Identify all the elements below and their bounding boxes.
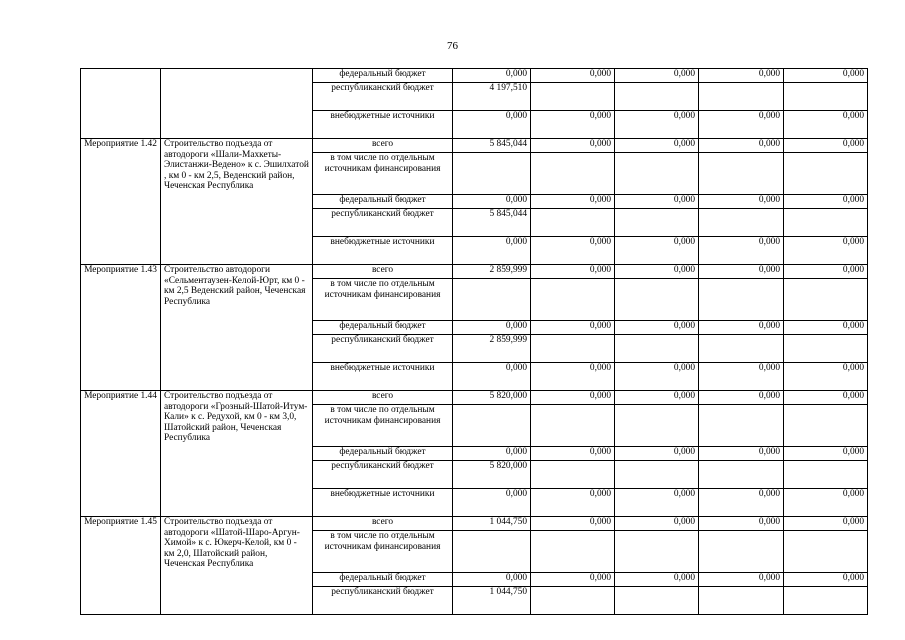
- amount-cell: 0,000: [531, 265, 615, 279]
- amount-cell: 0,000: [453, 69, 531, 83]
- amount-cell: 0,000: [531, 195, 615, 209]
- amount-cell: 0,000: [453, 573, 531, 587]
- amount-cell: [615, 405, 699, 447]
- amount-cell: [615, 83, 699, 111]
- description-cell: Строительство подъезда от автодороги «Грозный-Шатой-Итум-Кали» к с. Редухой, км 0 - км 3,0, Шатойский район, Чеченская Республика: [161, 391, 313, 517]
- amount-cell: 0,000: [615, 391, 699, 405]
- funding-source-cell: республиканский бюджет: [313, 461, 453, 489]
- amount-cell: 0,000: [615, 139, 699, 153]
- budget-table: [80, 68, 868, 615]
- amount-cell: 0,000: [531, 447, 615, 461]
- amount-cell: 5 845,044: [453, 209, 531, 237]
- amount-cell: 5 820,000: [453, 461, 531, 489]
- amount-cell: [784, 531, 868, 573]
- amount-cell: 1 044,750: [453, 587, 531, 615]
- funding-source-cell: внебюджетные источники: [313, 237, 453, 265]
- amount-cell: 0,000: [784, 447, 868, 461]
- amount-cell: [784, 335, 868, 363]
- amount-cell: [784, 587, 868, 615]
- amount-cell: 0,000: [531, 517, 615, 531]
- amount-cell: 0,000: [699, 111, 784, 139]
- amount-cell: 0,000: [699, 69, 784, 83]
- amount-cell: 0,000: [699, 265, 784, 279]
- amount-cell: [699, 405, 784, 447]
- amount-cell: [784, 405, 868, 447]
- amount-cell: [784, 209, 868, 237]
- amount-cell: [615, 531, 699, 573]
- funding-source-cell: всего: [313, 265, 453, 279]
- amount-cell: 0,000: [531, 391, 615, 405]
- amount-cell: 0,000: [784, 111, 868, 139]
- funding-source-cell: республиканский бюджет: [313, 83, 453, 111]
- amount-cell: [531, 587, 615, 615]
- amount-cell: 0,000: [453, 321, 531, 335]
- amount-cell: 0,000: [615, 363, 699, 391]
- funding-source-cell: внебюджетные источники: [313, 489, 453, 517]
- amount-cell: [784, 153, 868, 195]
- amount-cell: 0,000: [531, 363, 615, 391]
- amount-cell: 0,000: [531, 139, 615, 153]
- amount-cell: 4 197,510: [453, 83, 531, 111]
- amount-cell: 0,000: [699, 391, 784, 405]
- amount-cell: 0,000: [531, 573, 615, 587]
- amount-cell: 1 044,750: [453, 517, 531, 531]
- description-cell: [161, 69, 313, 139]
- amount-cell: 0,000: [699, 321, 784, 335]
- amount-cell: 0,000: [615, 321, 699, 335]
- amount-cell: [615, 209, 699, 237]
- amount-cell: 0,000: [784, 321, 868, 335]
- amount-cell: 0,000: [615, 195, 699, 209]
- page-number: 76: [447, 40, 458, 52]
- amount-cell: 0,000: [453, 195, 531, 209]
- amount-cell: [699, 83, 784, 111]
- amount-cell: [699, 209, 784, 237]
- amount-cell: 0,000: [699, 447, 784, 461]
- amount-cell: 0,000: [615, 111, 699, 139]
- amount-cell: 0,000: [531, 489, 615, 517]
- amount-cell: 0,000: [784, 195, 868, 209]
- amount-cell: [531, 209, 615, 237]
- table-row: [81, 517, 868, 531]
- funding-source-cell: всего: [313, 391, 453, 405]
- description-cell: Строительство подъезда от автодороги «Шатой-Шаро-Аргун-Химой» к с. Юкерч-Келой, км 0 - км 2,0, Шатойский район, Чеченская Республика: [161, 517, 313, 615]
- amount-cell: 0,000: [615, 265, 699, 279]
- amount-cell: [531, 279, 615, 321]
- funding-source-cell: всего: [313, 517, 453, 531]
- amount-cell: [531, 153, 615, 195]
- amount-cell: [531, 405, 615, 447]
- amount-cell: 5 820,000: [453, 391, 531, 405]
- amount-cell: 0,000: [531, 237, 615, 265]
- amount-cell: [531, 83, 615, 111]
- amount-cell: 0,000: [699, 489, 784, 517]
- funding-source-cell: в том числе по отдельным источникам финансирования: [313, 279, 453, 321]
- amount-cell: 0,000: [453, 447, 531, 461]
- amount-cell: 0,000: [615, 573, 699, 587]
- amount-cell: 0,000: [699, 363, 784, 391]
- activity-cell: [81, 69, 161, 139]
- amount-cell: 0,000: [453, 237, 531, 265]
- amount-cell: 0,000: [784, 489, 868, 517]
- funding-source-cell: внебюджетные источники: [313, 363, 453, 391]
- amount-cell: 0,000: [784, 139, 868, 153]
- amount-cell: 0,000: [784, 265, 868, 279]
- amount-cell: 0,000: [615, 447, 699, 461]
- amount-cell: [699, 461, 784, 489]
- amount-cell: 0,000: [531, 69, 615, 83]
- funding-source-cell: в том числе по отдельным источникам финансирования: [313, 531, 453, 573]
- description-cell: Строительство подъезда от автодороги «Шали-Махкеты-Элистанжи-Ведено» к с. Эшилхатой , км 0 - км 2,5, Веденский район, Чеченская Республика: [161, 139, 313, 265]
- amount-cell: 2 859,999: [453, 335, 531, 363]
- description-cell: Строительство автодороги «Сельментаузен-Келой-Юрт, км 0 - км 2,5 Веденский район, Чеченская Республика: [161, 265, 313, 391]
- amount-cell: [453, 531, 531, 573]
- activity-cell: Мероприятие 1.42: [81, 139, 161, 265]
- activity-cell: Мероприятие 1.43: [81, 265, 161, 391]
- amount-cell: [531, 335, 615, 363]
- funding-source-cell: в том числе по отдельным источникам финансирования: [313, 153, 453, 195]
- funding-source-cell: федеральный бюджет: [313, 321, 453, 335]
- amount-cell: 0,000: [699, 237, 784, 265]
- amount-cell: [615, 279, 699, 321]
- amount-cell: 0,000: [615, 517, 699, 531]
- amount-cell: 0,000: [531, 111, 615, 139]
- amount-cell: 0,000: [699, 573, 784, 587]
- funding-source-cell: федеральный бюджет: [313, 573, 453, 587]
- amount-cell: [453, 405, 531, 447]
- amount-cell: [699, 335, 784, 363]
- funding-source-cell: республиканский бюджет: [313, 209, 453, 237]
- amount-cell: [453, 153, 531, 195]
- amount-cell: [453, 279, 531, 321]
- table-body: [81, 69, 868, 615]
- amount-cell: [784, 83, 868, 111]
- amount-cell: [531, 461, 615, 489]
- amount-cell: 0,000: [531, 321, 615, 335]
- amount-cell: 0,000: [784, 573, 868, 587]
- table-row: [81, 391, 868, 405]
- amount-cell: 0,000: [453, 363, 531, 391]
- amount-cell: [615, 461, 699, 489]
- amount-cell: 0,000: [784, 363, 868, 391]
- amount-cell: [615, 587, 699, 615]
- amount-cell: 5 845,044: [453, 139, 531, 153]
- amount-cell: 0,000: [615, 489, 699, 517]
- amount-cell: [699, 279, 784, 321]
- amount-cell: 2 859,999: [453, 265, 531, 279]
- amount-cell: 0,000: [615, 237, 699, 265]
- amount-cell: 0,000: [699, 517, 784, 531]
- amount-cell: [615, 153, 699, 195]
- table-row: [81, 139, 868, 153]
- amount-cell: [784, 461, 868, 489]
- amount-cell: 0,000: [784, 69, 868, 83]
- amount-cell: 0,000: [784, 517, 868, 531]
- funding-source-cell: республиканский бюджет: [313, 335, 453, 363]
- funding-source-cell: внебюджетные источники: [313, 111, 453, 139]
- table-row: [81, 69, 868, 83]
- amount-cell: [531, 531, 615, 573]
- amount-cell: [699, 587, 784, 615]
- table-row: [81, 265, 868, 279]
- amount-cell: [784, 279, 868, 321]
- amount-cell: [699, 531, 784, 573]
- funding-source-cell: республиканский бюджет: [313, 587, 453, 615]
- funding-source-cell: в том числе по отдельным источникам финансирования: [313, 405, 453, 447]
- amount-cell: 0,000: [453, 489, 531, 517]
- funding-source-cell: федеральный бюджет: [313, 195, 453, 209]
- amount-cell: 0,000: [784, 237, 868, 265]
- amount-cell: 0,000: [699, 195, 784, 209]
- amount-cell: 0,000: [453, 111, 531, 139]
- amount-cell: 0,000: [699, 139, 784, 153]
- amount-cell: 0,000: [784, 391, 868, 405]
- activity-cell: Мероприятие 1.44: [81, 391, 161, 517]
- amount-cell: 0,000: [615, 69, 699, 83]
- funding-source-cell: федеральный бюджет: [313, 447, 453, 461]
- amount-cell: [615, 335, 699, 363]
- amount-cell: [699, 153, 784, 195]
- funding-source-cell: всего: [313, 139, 453, 153]
- activity-cell: Мероприятие 1.45: [81, 517, 161, 615]
- funding-source-cell: федеральный бюджет: [313, 69, 453, 83]
